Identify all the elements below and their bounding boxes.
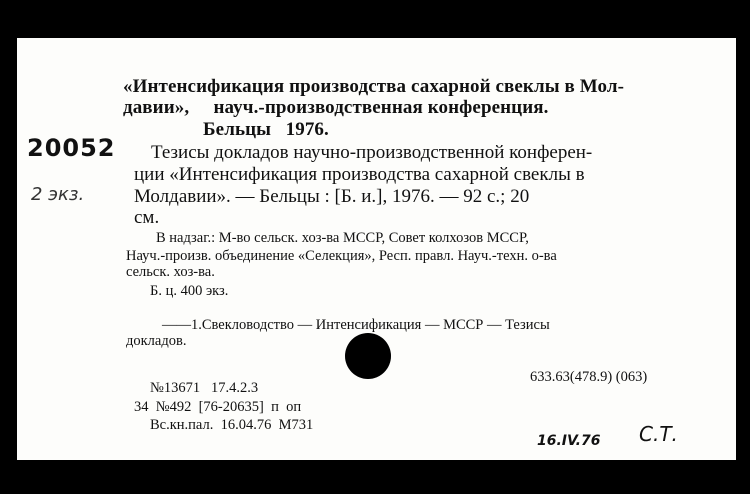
title-line-3: Бельцы 1976. [203, 119, 329, 140]
catalog-card [17, 38, 736, 460]
footer-line-1: №13671 17.4.2.3 [150, 380, 259, 396]
handwritten-initials: С.Т. [639, 422, 678, 446]
footer-line-2: 34 №492 [76-20635] п оп [134, 399, 302, 415]
handwritten-date: 16.IV.76 [537, 433, 601, 449]
note-line-3: сельск. хоз-ва. [126, 264, 215, 280]
body-line-2: ции «Интенсификация производства сахарной свеклы в [134, 164, 585, 185]
classification-number: 633.63(478.9) (063) [530, 369, 648, 385]
punched-hole [345, 333, 391, 379]
margin-scribble: 2 экз. [31, 184, 85, 205]
title-line-2: давии», науч.-производственная конференция. [123, 97, 549, 118]
subject-line-2: докладов. [126, 333, 187, 349]
title-line-1: «Интенсификация производства сахарной свеклы в Мол- [123, 76, 625, 97]
subject-line-1: ——1.Свекловодство — Интенсификация — МССР — Тезисы [162, 317, 550, 333]
note-line-1: В надзаг.: М-во сельск. хоз-ва МССР, Совет колхозов МССР, [156, 230, 529, 246]
margin-number: 20052 [27, 134, 116, 162]
body-line-3: Молдавии». — Бельцы : [Б. и.], 1976. — 92 с.; 20 [134, 186, 530, 207]
price-line: Б. ц. 400 экз. [150, 283, 229, 299]
body-line-1: Тезисы докладов научно-производственной конферен- [151, 142, 593, 163]
footer-line-3: Вс.кн.пал. 16.04.76 М731 [150, 417, 314, 433]
body-line-4: см. [134, 207, 160, 228]
note-line-2: Науч.-произв. объединение «Селекция», Респ. правл. Науч.-техн. о-ва [126, 248, 557, 264]
